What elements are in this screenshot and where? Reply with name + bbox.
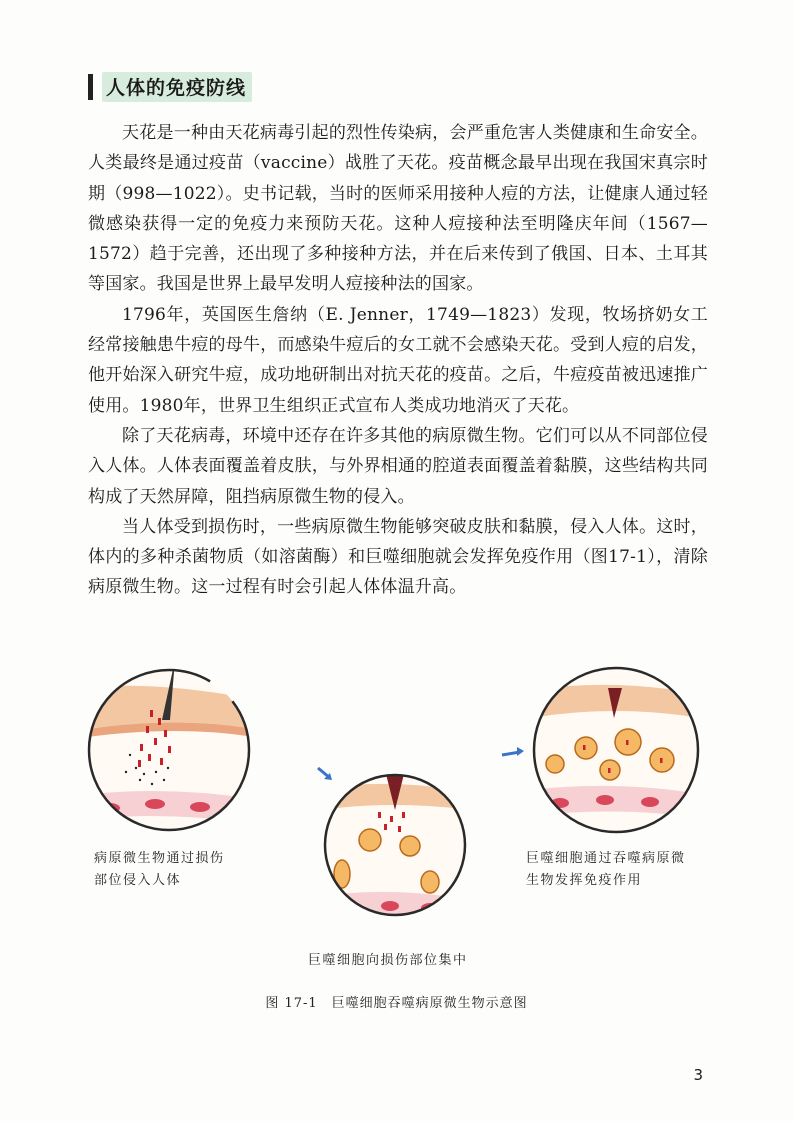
paragraph-macrophage: 当人体受到损伤时，一些病原微生物能够突破皮肤和黏膜，侵入人体。这时，体内的多种杀菌物质（如溶菌酶）和巨噬细胞就会发挥免疫作用（图17-1），清除病原微生物。这一过程有时会引起人体体温升高。: [88, 516, 708, 598]
section-heading: [88, 70, 252, 104]
illustration-phagocytosis: [530, 665, 700, 835]
body-text: [88, 118, 708, 603]
illustration-gathering: [320, 770, 470, 922]
caption-right: [526, 848, 686, 892]
paragraph-barriers: 除了天花病毒，环境中还存在许多其他的病原微生物。它们可以从不同部位侵入人体。人体表面覆盖着皮肤，与外界相通的腔道表面覆盖着黏膜，这些结构共同构成了天然屏障，阻挡病原微生物的侵入。: [88, 425, 708, 507]
caption-right-line-2: 生物发挥免疫作用: [526, 873, 643, 888]
caption-left-line-2: 部位侵入人体: [94, 873, 182, 888]
paragraph-smallpox: 天花是一种由天花病毒引起的烈性传染病，会严重危害人类健康和生命安全。人类最终是通过疫苗（vaccine）战胜了天花。疫苗概念最早出现在我国宋真宗时期（998—1022）。史书记载，当时的医师采用接种人痘的方法，让健康人通过轻微感染获得一定的免疫力来预防天花。这种人痘接种法至明隆庆年间（1567—1572）趋于完善，还出现了多种接种方法，并在后来传到了俄国、日本、土耳其等国家。我国是世界上最早发明人痘接种法的国家。: [88, 123, 708, 295]
figure-17-1: [80, 660, 720, 1040]
paragraph-jenner: 1796年，英国医生詹纳（E. Jenner，1749—1823）发现，牧场挤奶女工经常接触患牛痘的母牛，而感染牛痘后的女工就不会感染天花。受到人痘的启发，他开始深入研究牛痘，成功地研制出对抗天花的疫苗。之后，牛痘疫苗被迅速推广使用。1980年，世界卫生组织正式宣布人类成功地消灭了天花。: [88, 304, 708, 416]
caption-left-line-1: 病原微生物通过损伤: [94, 851, 225, 866]
illustration-invasion: [80, 660, 260, 840]
figure-title: 图 17-1 巨噬细胞吞噬病原微生物示意图: [265, 996, 528, 1011]
heading-bar: [88, 74, 93, 100]
arrowhead-icon: [517, 747, 524, 756]
caption-right-line-1: 巨噬细胞通过吞噬病原微: [526, 851, 686, 866]
caption-middle: 巨噬细胞向损伤部位集中: [308, 953, 468, 968]
heading-text: 人体的免疫防线: [102, 72, 252, 102]
caption-left: [94, 848, 225, 892]
page-number: 3: [693, 1066, 703, 1084]
